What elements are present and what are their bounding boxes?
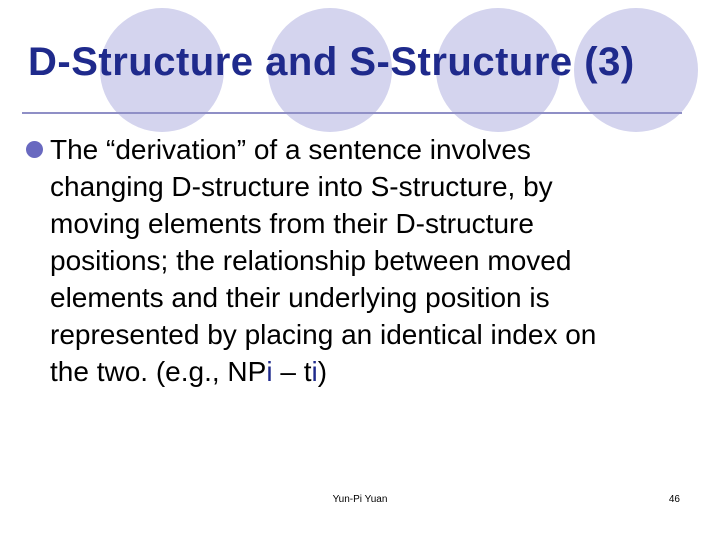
trace-text: – t xyxy=(272,356,312,387)
bullet-text xyxy=(50,131,700,390)
bullet-line: The “derivation” of a sentence involves xyxy=(50,134,531,165)
index-subscript: i xyxy=(266,356,273,387)
page-number: 46 xyxy=(668,494,680,505)
bullet-icon xyxy=(26,141,43,158)
footer-author: Yun-Pi Yuan xyxy=(332,494,388,505)
bullet-line: represented by placing an identical index on xyxy=(50,319,597,350)
index-subscript: i xyxy=(311,356,318,387)
example-text: the two. (e.g., NP xyxy=(50,356,267,387)
bullet-line: moving elements from their D-structure xyxy=(50,208,534,239)
slide-title: D-Structure and S-Structure (3) xyxy=(28,40,635,84)
bullet-line: elements and their underlying position is xyxy=(50,282,550,313)
closing-paren: ) xyxy=(317,356,328,387)
bullet-line: changing D-structure into S-structure, by xyxy=(50,171,553,202)
bullet-line: positions; the relationship between moved xyxy=(50,245,572,276)
bullet-line-last xyxy=(50,353,700,390)
title-divider xyxy=(22,112,682,114)
